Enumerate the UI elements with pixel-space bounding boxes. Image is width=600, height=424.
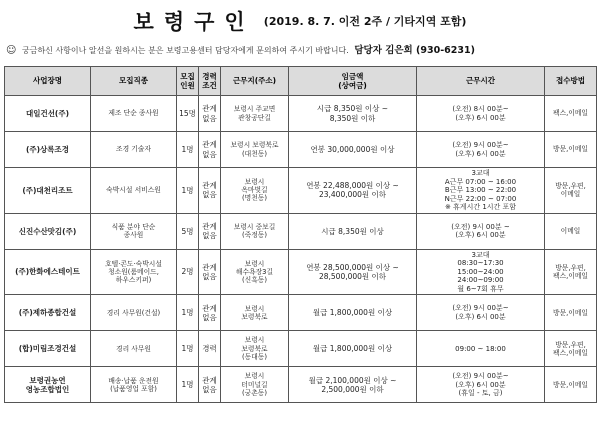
page-subtitle: (2019. 8. 7. 이전 2주 / 기타지역 포함) xyxy=(263,15,467,28)
cell-address: 보령시 보령북로 xyxy=(221,295,289,331)
cell-job: 숙박시설 서비스원 xyxy=(91,168,177,214)
header-col-apply: 접수방법 xyxy=(545,67,597,96)
cell-wage: 월급 2,100,000원 이상 ~ 2,500,000원 이하 xyxy=(289,367,417,403)
cell-wage: 월급 1,800,000원 이상 xyxy=(289,331,417,367)
cell-count: 15명 xyxy=(177,96,199,132)
cell-address: 보령시 터미널길 (궁촌동) xyxy=(221,367,289,403)
cell-job: 배송·납품 운전원 (납품영업 포함) xyxy=(91,367,177,403)
header-col-career: 경력 조건 xyxy=(199,67,221,96)
cell-company: 대일건선(주) xyxy=(5,96,91,132)
cell-career: 관계 없음 xyxy=(199,213,221,249)
cell-apply: 방문,우편, 이메일 xyxy=(545,168,597,214)
cell-hours: (오전) 9시 00분 ~ (오후) 6시 00분 xyxy=(417,213,545,249)
header-col-address: 근무지(주소) xyxy=(221,67,289,96)
cell-company: (주)대천리조트 xyxy=(5,168,91,214)
cell-wage: 연봉 30,000,000원 이상 xyxy=(289,132,417,168)
cell-hours: (오전) 8시 00분~ (오후) 6시 00분 xyxy=(417,96,545,132)
cell-address: 보령시 중보길 (죽정동) xyxy=(221,213,289,249)
cell-apply: 방문,이메일 xyxy=(545,367,597,403)
cell-career: 관계 없음 xyxy=(199,132,221,168)
table-row xyxy=(5,168,597,214)
cell-hours: 09:00 ~ 18:00 xyxy=(417,331,545,367)
cell-company: (주)제하종합건설 xyxy=(5,295,91,331)
cell-company: 신진수산맛김(주) xyxy=(5,213,91,249)
cell-job: 호텔·콘도·숙박시설 청소원(룸메이드, 하우스키퍼) xyxy=(91,249,177,295)
table-row xyxy=(5,331,597,367)
cell-hours: 3교대 A근무 07:00 ~ 16:00 B근무 13:00 ~ 22:00 N근무 22:00 ~ 07:00 ※ 휴게시간 1시간 포함 xyxy=(417,168,545,214)
cell-career: 관계 없음 xyxy=(199,367,221,403)
cell-company: (합)미림조경건설 xyxy=(5,331,91,367)
cell-count: 2명 xyxy=(177,249,199,295)
header-col-company: 사업장명 xyxy=(5,67,91,96)
cell-company: (주)한화에스테이트 xyxy=(5,249,91,295)
cell-apply: 이메일 xyxy=(545,213,597,249)
cell-count: 1명 xyxy=(177,132,199,168)
cell-wage: 시급 8,350원 이상 xyxy=(289,213,417,249)
cell-wage: 연봉 28,500,000원 이상 ~ 28,500,000원 이하 xyxy=(289,249,417,295)
cell-job: 경리 사무원 xyxy=(91,331,177,367)
cell-address: 보령시 주교면 관창공단길 xyxy=(221,96,289,132)
table-row xyxy=(5,295,597,331)
cell-address: 보령시 옥마벚길 (명천동) xyxy=(221,168,289,214)
cell-wage: 시급 8,350원 이상 ~ 8,350원 이하 xyxy=(289,96,417,132)
table-row xyxy=(5,132,597,168)
cell-job: 경리 사무원(건설) xyxy=(91,295,177,331)
cell-count: 5명 xyxy=(177,213,199,249)
cell-address: 보령시 보령북로 (동대동) xyxy=(221,331,289,367)
notice-line xyxy=(6,42,596,58)
cell-hours: (오전) 9시 00분~ (오후) 6시 00분 xyxy=(417,132,545,168)
cell-hours: (오전) 9시 00분~ (오후) 6시 00분 (휴일 - 토, 금) xyxy=(417,367,545,403)
cell-career: 경력 xyxy=(199,331,221,367)
table-row xyxy=(5,96,597,132)
header-col-job: 모집직종 xyxy=(91,67,177,96)
header-col-count: 모집 인원 xyxy=(177,67,199,96)
cell-apply: 방문,우편, 팩스,이메일 xyxy=(545,331,597,367)
header-col-hours: 근무시간 xyxy=(417,67,545,96)
cell-count: 1명 xyxy=(177,168,199,214)
cell-career: 관계 없음 xyxy=(199,96,221,132)
table-header-row xyxy=(5,67,597,96)
cell-company: 보령권농연 영농조합법인 xyxy=(5,367,91,403)
cell-career: 관계 없음 xyxy=(199,168,221,214)
cell-count: 1명 xyxy=(177,367,199,403)
cell-hours: 3교대 08:30~17:30 15:00~24:00 24:00~09:00 월 6~7회 휴무 xyxy=(417,249,545,295)
page-title: 보령구인 xyxy=(133,9,255,34)
cell-count: 1명 xyxy=(177,331,199,367)
cell-apply: 방문,우편, 팩스,이메일 xyxy=(545,249,597,295)
smiley-icon: ☺ xyxy=(6,45,17,56)
table-row xyxy=(5,213,597,249)
table-row xyxy=(5,249,597,295)
header-col-wage: 임금액 (상여금) xyxy=(289,67,417,96)
cell-career: 관계 없음 xyxy=(199,295,221,331)
cell-wage: 연봉 22,488,000원 이상 ~ 23,400,000원 이하 xyxy=(289,168,417,214)
cell-apply: 방문,이메일 xyxy=(545,295,597,331)
notice-text: 궁금하신 사항이나 알선을 원하시는 분은 보령고용센터 담당자에게 문의하여 주시기 바랍니다. xyxy=(21,46,349,55)
cell-wage: 월급 1,800,000원 이상 xyxy=(289,295,417,331)
cell-career: 관계 없음 xyxy=(199,249,221,295)
cell-job: 조경 기술자 xyxy=(91,132,177,168)
cell-hours: (오전) 9시 00분~ (오후) 6시 00분 xyxy=(417,295,545,331)
cell-apply: 팩스,이메일 xyxy=(545,96,597,132)
cell-job: 제조 단순 종사원 xyxy=(91,96,177,132)
contact-info: 담당자 김은희 (930-6231) xyxy=(354,45,475,56)
table-body xyxy=(5,96,597,403)
cell-company: (주)상록조경 xyxy=(5,132,91,168)
cell-job: 식품 분야 단순 종사원 xyxy=(91,213,177,249)
cell-apply: 방문,이메일 xyxy=(545,132,597,168)
job-listings-table xyxy=(4,66,597,403)
cell-count: 1명 xyxy=(177,295,199,331)
cell-address: 보령시 해수욕장3길 (신흑동) xyxy=(221,249,289,295)
page-header xyxy=(0,6,600,38)
table-row xyxy=(5,367,597,403)
cell-address: 보령시 보령북로 (대천동) xyxy=(221,132,289,168)
